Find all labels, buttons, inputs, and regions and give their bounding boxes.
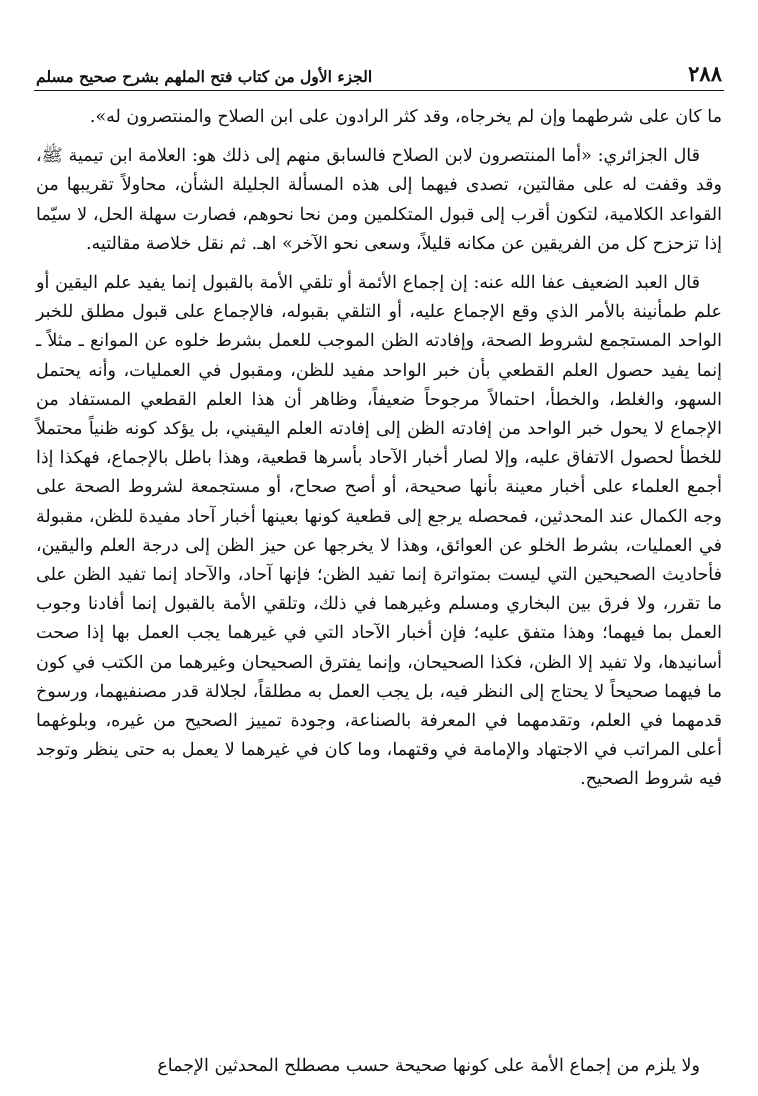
paragraph-author-commentary: قال العبد الضعيف عفا الله عنه: إن إجماع الأئمة أو تلقي الأمة بالقبول إنما يفيد علم اليقين أو علم طمأنينة بالأمر الذي وقع الإجماع عليه، أو التلقي بقبوله، فالإجماع على قبول مطلق للخبر الواحد المستجمع لشروط الصحة، وإفادته الظن الموجب للعمل بشرط خلوه عن الموانع ـ مثلاً ـ إنما يفيد حصول العلم القطعي بأن خبر الواحد مفيد للظن، ومقبول في العمليات، وأنه يحتمل السهو، والغلط، والخطأ، احتمالاً مرجوحاً ضعيفاً، وظاهر أن هذا العلم القطعي المستفاد من الإجماع لا يحول خبر الواحد من إفادته الظن إلى إفادته العلم اليقيني، بل يؤكد كونه ظنياً محتملاً للخطأ لحصول الاتفاق عليه، وإلا لصار أخبار الآحاد بأسرها قطعية، وهذا باطل بالإجماع، فهكذا إذا أجمع العلماء على أخبار معينة بأنها صحيحة، أو أصح صحاح، أو مستجمعة لشروط الصحة على وجه الكمال عند المحدثين، فمحصله يرجع إلى قطعية كونها بعينها أخبار آحاد مفيدة للظن، مقبولة في العمليات، بشرط الخلو عن العوائق، وهذا لا يخرجها عن حيز الظن إلى درجة العلم واليقين، فأحاديث الصحيحين التي ليست بمتواترة إنما تفيد الظن؛ فإنها آحاد، والآحاد إنما تفيد الظن على ما تقرر، ولا فرق بين البخاري ومسلم وغيرهما في ذلك، وتلقي الأمة بالقبول إنما أفادنا وجوب العمل بما فيهما؛ وهذا متفق عليه؛ فإن أخبار الآحاد التي في غيرهما يجب العمل بها إذا صحت أسانيدها، ولا تفيد إلا الظن، فكذا الصحيحان، وإنما يفترق الصحيحان وغيرهما من الكتب في كون ما فيهما صحيحاً لا يحتاج إلى النظر فيه، بل يجب العمل به مطلقاً، لجلالة قدر مصنفيهما، ورسوخ قدمهما في العلم، وتقدمهما في المعرفة بالصناعة، وجودة تمييز الصحيح من غيره، وبلوغهما أعلى المراتب في الاجتهاد والإمامة في وقتهما، وما كان في غيرهما لا يعمل به حتى ينظر وتوجد فيه شروط الصحيح.: [36, 273, 722, 790]
body-text: [36, 103, 722, 795]
running-header: [36, 56, 722, 86]
paragraph-jazairi-quote: قال الجزائري: «أما المنتصرون لابن الصلاح فالسابق منهم إلى ذلك هو: العلامة ابن تيمية ﷺ، وقد وقفت له على مقالتين، تصدى فيهما إلى هذه المسألة الجليلة الشأن، محاولاً تقريبها من القواعد الكلامية، لتكون أقرب إلى قبول المتكلمين ومن نحا نحوهم، فصارت سهلة الحل، لا سيّما إذا تزحزح كل من الفريقين عن مكانه قليلاً، وسعى نحو الآخر» اهـ. ثم نقل خلاصة مقالتيه.: [36, 146, 722, 254]
book-title: الجزء الأول من كتاب فتح الملهم بشرح صحيح مسلم: [36, 67, 373, 86]
header-rule: [34, 90, 724, 91]
partial-next-line: ولا يلزم من إجماع الأمة على كونها صحيحة حسب مصطلح المحدثين الإجماع: [157, 1056, 700, 1076]
page-number: ٢٨٨: [688, 61, 722, 86]
paragraph-continued: ما كان على شرطهما وإن لم يخرجاه، وقد كثر الرادون على ابن الصلاح والمنتصرون له».: [89, 107, 722, 127]
